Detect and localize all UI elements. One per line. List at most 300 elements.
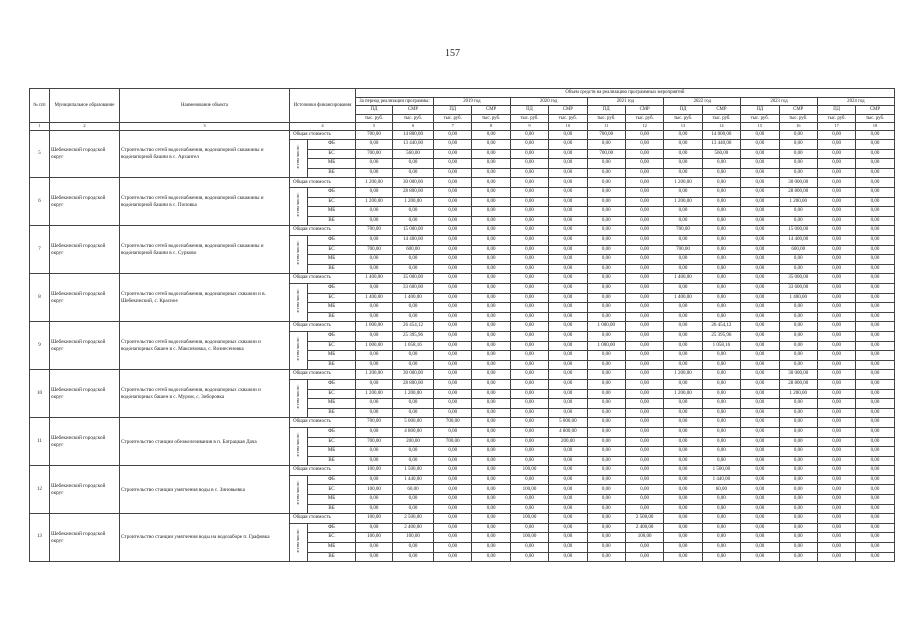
value-cell: 0,00: [587, 552, 625, 562]
value-cell: 0,00: [625, 312, 663, 322]
value-cell: 0,00: [549, 456, 587, 466]
value-cell: 0,00: [625, 245, 663, 255]
header-smr: СМР: [472, 106, 510, 115]
header-year: 2019 год: [434, 97, 511, 106]
value-cell: 700,00: [587, 149, 625, 159]
value-cell: 0,00: [549, 178, 587, 188]
column-number: 9: [510, 123, 548, 131]
value-cell: 0,00: [356, 216, 393, 226]
value-cell: 0,00: [549, 523, 587, 533]
value-cell: 0,00: [817, 543, 855, 553]
value-cell: 100,00: [510, 533, 548, 543]
value-cell: 0,00: [356, 504, 393, 514]
value-cell: 0,00: [434, 149, 472, 159]
row-municipality: Шебекинский городской округ: [50, 226, 120, 274]
value-cell: 0,00: [549, 466, 587, 476]
value-cell: 0,00: [702, 504, 740, 514]
value-cell: 0,00: [587, 408, 625, 418]
value-cell: 26 454,12: [702, 322, 740, 332]
value-cell: 0,00: [549, 447, 587, 457]
value-cell: 1 500,00: [702, 466, 740, 476]
value-cell: 0,00: [817, 293, 855, 303]
row-object: Строительство сетей водоснабжения, водонапорных скважин и водонапорных башен в с. Муром, с. Зиборовка: [120, 370, 290, 418]
value-cell: 0,00: [664, 552, 702, 562]
value-cell: 0,00: [587, 140, 625, 150]
value-cell: 0,00: [549, 504, 587, 514]
value-cell: 0,00: [549, 543, 587, 553]
value-cell: 0,00: [664, 466, 702, 476]
value-cell: 0,00: [817, 255, 855, 265]
value-cell: 0,00: [856, 399, 894, 409]
value-cell: 0,00: [779, 427, 817, 437]
value-cell: 0,00: [472, 188, 510, 198]
value-cell: 0,00: [393, 303, 434, 313]
header-year: 2022 год: [664, 97, 741, 106]
source-total: Общая стоимость: [290, 226, 356, 236]
value-cell: 0,00: [741, 523, 779, 533]
value-cell: 0,00: [856, 322, 894, 332]
value-cell: 0,00: [587, 159, 625, 169]
value-cell: 0,00: [856, 418, 894, 428]
value-cell: 0,00: [625, 331, 663, 341]
column-number: 2: [50, 123, 120, 131]
header-year: 2024 год: [817, 97, 894, 106]
header-unit: тыс. руб.: [434, 114, 472, 123]
value-cell: 0,00: [472, 370, 510, 380]
value-cell: 0,00: [817, 514, 855, 524]
source-name: МБ: [308, 303, 356, 313]
value-cell: 0,00: [702, 370, 740, 380]
value-cell: 0,00: [393, 159, 434, 169]
value-cell: 0,00: [434, 533, 472, 543]
value-cell: 0,00: [702, 178, 740, 188]
value-cell: 700,00: [356, 245, 393, 255]
value-cell: 0,00: [472, 168, 510, 178]
header-municipality: Муниципальное образование: [50, 89, 120, 123]
value-cell: 0,00: [856, 178, 894, 188]
source-name: БС: [308, 293, 356, 303]
row-object: Строительство сетей водоснабжения, водонапорных скважин и водонапорных башен в с. Максимовка, с. Вознесеновка: [120, 322, 290, 370]
value-cell: 700,00: [664, 226, 702, 236]
value-cell: 100,00: [356, 514, 393, 524]
value-cell: 0,00: [779, 341, 817, 351]
value-cell: 0,00: [587, 207, 625, 217]
value-cell: 0,00: [472, 216, 510, 226]
value-cell: 0,00: [779, 351, 817, 361]
value-cell: 0,00: [587, 360, 625, 370]
source-name: ВБ: [308, 216, 356, 226]
value-cell: 0,00: [664, 130, 702, 140]
value-cell: 2 500,00: [625, 514, 663, 524]
row-number: 12: [30, 466, 50, 514]
source-name: ФБ: [308, 379, 356, 389]
header-unit: тыс. руб.: [625, 114, 663, 123]
value-cell: 0,00: [510, 284, 548, 294]
column-number: 11: [587, 123, 625, 131]
row-number: 13: [30, 514, 50, 562]
value-cell: 0,00: [356, 140, 393, 150]
value-cell: 0,00: [393, 456, 434, 466]
row-object: Строительство сетей водоснабжения, водонапорной скважины и водонапорной башни в с. Архангел: [120, 130, 290, 178]
value-cell: 0,00: [817, 399, 855, 409]
value-cell: 1 400,00: [664, 274, 702, 284]
value-cell: 0,00: [741, 168, 779, 178]
row-number: 11: [30, 418, 50, 466]
header-smr: СМР: [702, 106, 740, 115]
value-cell: 0,00: [741, 408, 779, 418]
value-cell: 0,00: [702, 351, 740, 361]
value-cell: 0,00: [625, 437, 663, 447]
value-cell: 0,00: [472, 207, 510, 217]
value-cell: 0,00: [472, 245, 510, 255]
value-cell: 0,00: [472, 504, 510, 514]
value-cell: 0,00: [625, 485, 663, 495]
header-year: 2023 год: [741, 97, 818, 106]
value-cell: 0,00: [856, 389, 894, 399]
source-name: МБ: [308, 447, 356, 457]
value-cell: 0,00: [434, 543, 472, 553]
source-including-label: [290, 188, 308, 226]
including-text: в том числе:: [295, 385, 301, 409]
including-text: в том числе:: [295, 433, 301, 457]
value-cell: 0,00: [549, 331, 587, 341]
value-cell: 0,00: [434, 399, 472, 409]
value-cell: 0,00: [434, 245, 472, 255]
source-name: БС: [308, 197, 356, 207]
value-cell: 0,00: [434, 159, 472, 169]
header-unit: тыс. руб.: [741, 114, 779, 123]
value-cell: 0,00: [856, 552, 894, 562]
source-name: ФБ: [308, 427, 356, 437]
value-cell: 0,00: [702, 255, 740, 265]
source-name: ВБ: [308, 408, 356, 418]
value-cell: 0,00: [702, 207, 740, 217]
value-cell: 0,00: [587, 379, 625, 389]
value-cell: 0,00: [510, 226, 548, 236]
value-cell: 0,00: [510, 159, 548, 169]
header-volume: Объем средств на реализацию программных мероприятий: [356, 89, 895, 98]
value-cell: 0,00: [472, 226, 510, 236]
value-cell: 0,00: [856, 274, 894, 284]
value-cell: 0,00: [741, 322, 779, 332]
value-cell: 0,00: [741, 427, 779, 437]
value-cell: 0,00: [625, 178, 663, 188]
value-cell: 0,00: [702, 216, 740, 226]
row-object: Строительство станции обезжелезивания в п. Батрацкая Дача: [120, 418, 290, 466]
value-cell: 0,00: [625, 370, 663, 380]
value-cell: 0,00: [472, 255, 510, 265]
value-cell: 0,00: [741, 543, 779, 553]
value-cell: 0,00: [510, 331, 548, 341]
value-cell: 0,00: [856, 236, 894, 246]
value-cell: 0,00: [587, 331, 625, 341]
value-cell: 0,00: [393, 552, 434, 562]
header-unit: тыс. руб.: [779, 114, 817, 123]
value-cell: 0,00: [587, 485, 625, 495]
value-cell: 0,00: [702, 226, 740, 236]
value-cell: 700,00: [356, 149, 393, 159]
header-pd: ПД: [434, 106, 472, 115]
table-body: [30, 130, 895, 562]
header-smr: СМР: [393, 106, 434, 115]
value-cell: 0,00: [510, 523, 548, 533]
value-cell: 0,00: [702, 495, 740, 505]
value-cell: 33 600,00: [779, 284, 817, 294]
value-cell: 1 058,16: [393, 341, 434, 351]
value-cell: 700,00: [356, 226, 393, 236]
value-cell: 0,00: [472, 475, 510, 485]
value-cell: 0,00: [741, 514, 779, 524]
value-cell: 0,00: [393, 543, 434, 553]
value-cell: 0,00: [434, 264, 472, 274]
value-cell: 0,00: [587, 543, 625, 553]
value-cell: 0,00: [393, 360, 434, 370]
value-cell: 0,00: [625, 427, 663, 437]
value-cell: 0,00: [741, 303, 779, 313]
source-name: ВБ: [308, 504, 356, 514]
value-cell: 0,00: [702, 447, 740, 457]
value-cell: 0,00: [587, 370, 625, 380]
column-number: 16: [779, 123, 817, 131]
value-cell: 0,00: [434, 293, 472, 303]
value-cell: 14 400,00: [779, 236, 817, 246]
value-cell: 0,00: [741, 140, 779, 150]
source-name: БС: [308, 341, 356, 351]
value-cell: 0,00: [434, 216, 472, 226]
value-cell: 0,00: [510, 255, 548, 265]
value-cell: 0,00: [356, 379, 393, 389]
value-cell: 0,00: [587, 293, 625, 303]
value-cell: 0,00: [664, 408, 702, 418]
value-cell: 600,00: [779, 245, 817, 255]
value-cell: 28 800,00: [779, 379, 817, 389]
value-cell: 0,00: [587, 447, 625, 457]
value-cell: 0,00: [549, 197, 587, 207]
row-municipality: Шебекинский городской округ: [50, 514, 120, 562]
value-cell: 0,00: [510, 264, 548, 274]
source-name: МБ: [308, 399, 356, 409]
value-cell: 200,00: [393, 437, 434, 447]
value-cell: 0,00: [817, 130, 855, 140]
value-cell: 0,00: [549, 293, 587, 303]
source-name: БС: [308, 485, 356, 495]
value-cell: 0,00: [664, 168, 702, 178]
value-cell: 0,00: [587, 495, 625, 505]
column-number: 7: [434, 123, 472, 131]
value-cell: 0,00: [472, 351, 510, 361]
header-unit: тыс. руб.: [817, 114, 855, 123]
value-cell: 0,00: [779, 168, 817, 178]
value-cell: 0,00: [472, 149, 510, 159]
value-cell: 0,00: [779, 255, 817, 265]
value-cell: 0,00: [702, 408, 740, 418]
value-cell: 0,00: [393, 495, 434, 505]
header-smr: СМР: [625, 106, 663, 115]
value-cell: 0,00: [779, 437, 817, 447]
value-cell: 0,00: [393, 312, 434, 322]
value-cell: 0,00: [472, 312, 510, 322]
value-cell: 0,00: [472, 437, 510, 447]
value-cell: 1 400,00: [393, 293, 434, 303]
value-cell: 100,00: [356, 533, 393, 543]
value-cell: 0,00: [625, 159, 663, 169]
value-cell: 0,00: [472, 130, 510, 140]
value-cell: 0,00: [587, 466, 625, 476]
row-municipality: Шебекинский городской округ: [50, 274, 120, 322]
source-name: ФБ: [308, 523, 356, 533]
value-cell: 1 400,00: [356, 274, 393, 284]
value-cell: 0,00: [434, 188, 472, 198]
value-cell: 0,00: [779, 533, 817, 543]
value-cell: 0,00: [664, 216, 702, 226]
value-cell: 0,00: [587, 427, 625, 437]
value-cell: 0,00: [472, 389, 510, 399]
value-cell: 0,00: [472, 427, 510, 437]
value-cell: 0,00: [741, 236, 779, 246]
value-cell: 0,00: [625, 207, 663, 217]
source-name: МБ: [308, 543, 356, 553]
value-cell: 1 200,00: [393, 197, 434, 207]
value-cell: 1 200,00: [356, 389, 393, 399]
value-cell: 0,00: [472, 284, 510, 294]
value-cell: 0,00: [817, 274, 855, 284]
value-cell: 0,00: [510, 168, 548, 178]
value-cell: 0,00: [472, 197, 510, 207]
value-cell: 0,00: [510, 236, 548, 246]
column-number: 15: [741, 123, 779, 131]
value-cell: 0,00: [434, 178, 472, 188]
value-cell: 600,00: [393, 245, 434, 255]
value-cell: 0,00: [510, 274, 548, 284]
value-cell: 0,00: [817, 312, 855, 322]
value-cell: 0,00: [817, 533, 855, 543]
value-cell: 0,00: [856, 485, 894, 495]
value-cell: 0,00: [472, 140, 510, 150]
header-unit: тыс. руб.: [587, 114, 625, 123]
header-unit: тыс. руб.: [393, 114, 434, 123]
value-cell: 25 395,96: [393, 331, 434, 341]
value-cell: 1 200,00: [779, 389, 817, 399]
value-cell: 0,00: [856, 149, 894, 159]
value-cell: 0,00: [625, 543, 663, 553]
value-cell: 0,00: [817, 197, 855, 207]
value-cell: 0,00: [817, 418, 855, 428]
value-cell: 0,00: [856, 437, 894, 447]
header-n: № п/п: [30, 89, 50, 123]
value-cell: 0,00: [356, 475, 393, 485]
value-cell: 0,00: [741, 216, 779, 226]
value-cell: 0,00: [472, 159, 510, 169]
value-cell: 0,00: [779, 399, 817, 409]
table-row: [30, 370, 895, 380]
source-name: ФБ: [308, 284, 356, 294]
value-cell: 0,00: [472, 533, 510, 543]
value-cell: 0,00: [472, 418, 510, 428]
value-cell: 0,00: [817, 408, 855, 418]
value-cell: 0,00: [549, 351, 587, 361]
table-header: [30, 89, 895, 131]
value-cell: 0,00: [817, 322, 855, 332]
value-cell: 0,00: [393, 255, 434, 265]
value-cell: 700,00: [664, 245, 702, 255]
source-name: ВБ: [308, 168, 356, 178]
value-cell: 0,00: [664, 207, 702, 217]
value-cell: 0,00: [510, 216, 548, 226]
value-cell: 0,00: [702, 514, 740, 524]
column-number: 4: [290, 123, 356, 131]
value-cell: 0,00: [625, 447, 663, 457]
value-cell: 0,00: [472, 274, 510, 284]
value-cell: 0,00: [625, 408, 663, 418]
header-unit: тыс. руб.: [356, 114, 393, 123]
value-cell: 0,00: [434, 447, 472, 457]
value-cell: 0,00: [741, 360, 779, 370]
value-cell: 0,00: [779, 216, 817, 226]
value-cell: 0,00: [587, 514, 625, 524]
value-cell: 0,00: [393, 504, 434, 514]
including-text: в том числе:: [295, 193, 301, 217]
value-cell: 0,00: [587, 264, 625, 274]
value-cell: 0,00: [664, 437, 702, 447]
value-cell: 0,00: [702, 236, 740, 246]
header-year: 2020 год: [510, 97, 587, 106]
value-cell: 0,00: [779, 485, 817, 495]
value-cell: 0,00: [356, 255, 393, 265]
value-cell: 0,00: [549, 341, 587, 351]
value-cell: 0,00: [356, 207, 393, 217]
value-cell: 0,00: [741, 475, 779, 485]
value-cell: 0,00: [625, 504, 663, 514]
value-cell: 0,00: [587, 533, 625, 543]
value-cell: 0,00: [549, 255, 587, 265]
value-cell: 0,00: [817, 284, 855, 294]
value-cell: 1 400,00: [356, 293, 393, 303]
value-cell: 0,00: [779, 466, 817, 476]
value-cell: 0,00: [434, 504, 472, 514]
value-cell: 0,00: [779, 331, 817, 341]
value-cell: 0,00: [741, 485, 779, 495]
value-cell: 0,00: [625, 303, 663, 313]
value-cell: 0,00: [856, 427, 894, 437]
value-cell: 0,00: [817, 466, 855, 476]
header-unit: тыс. руб.: [664, 114, 702, 123]
header-smr: СМР: [549, 106, 587, 115]
value-cell: 0,00: [856, 370, 894, 380]
value-cell: 560,00: [702, 149, 740, 159]
column-number: 3: [120, 123, 290, 131]
value-cell: 0,00: [625, 188, 663, 198]
value-cell: 0,00: [434, 207, 472, 217]
value-cell: 0,00: [434, 130, 472, 140]
value-cell: 0,00: [856, 245, 894, 255]
value-cell: 0,00: [856, 475, 894, 485]
value-cell: 0,00: [472, 178, 510, 188]
value-cell: 0,00: [817, 331, 855, 341]
value-cell: 0,00: [434, 523, 472, 533]
value-cell: 0,00: [356, 159, 393, 169]
source-total: Общая стоимость: [290, 466, 356, 476]
value-cell: 0,00: [356, 168, 393, 178]
column-number: 13: [664, 123, 702, 131]
value-cell: 0,00: [817, 168, 855, 178]
value-cell: 0,00: [817, 264, 855, 274]
value-cell: 0,00: [856, 504, 894, 514]
row-municipality: Шебекинский городской округ: [50, 178, 120, 226]
value-cell: 0,00: [549, 274, 587, 284]
value-cell: 0,00: [702, 399, 740, 409]
column-number: 1: [30, 123, 50, 131]
value-cell: 0,00: [356, 456, 393, 466]
